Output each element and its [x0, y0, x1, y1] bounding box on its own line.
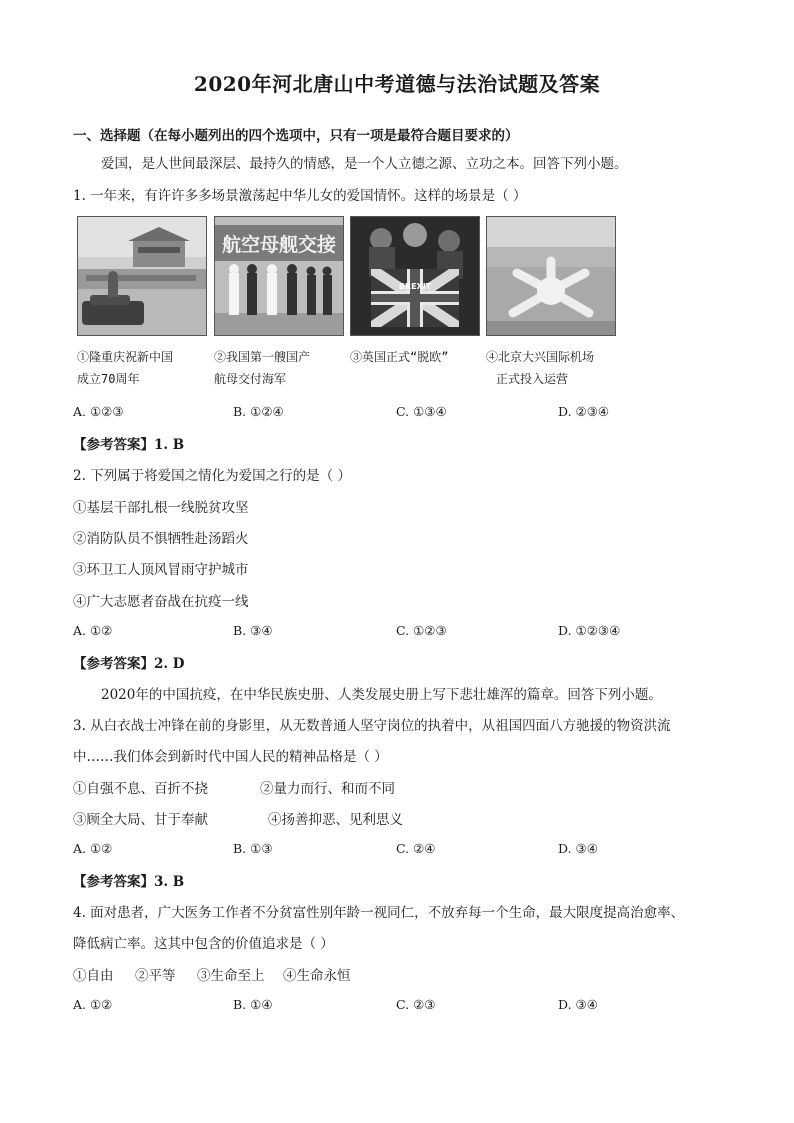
q1-caption-4-line-1: ④北京大兴国际机场: [486, 350, 595, 364]
section-heading: 一、选择题（在每小题列出的四个选项中，只有一项是最符合题目要求的）: [73, 128, 519, 144]
q1-photo-brexit-text: BREXIT: [398, 282, 432, 291]
q3-item-3: ③顾全大局、甘于奉献: [73, 812, 208, 828]
intro-paragraph-1: 爱国，是人世间最深层、最持久的情感，是一个人立德之源、立功之本。回答下列小题。: [101, 156, 628, 172]
q4-item-2: ②平等: [135, 968, 176, 984]
q1-stem: 1. 一年来，有许许多多场景激荡起中华儿女的爱国情怀。这样的场景是（ ）: [73, 188, 527, 204]
q2-option-a: A. ①②: [73, 623, 113, 638]
q4-option-b: B. ①④: [233, 997, 273, 1012]
q1-caption-4: [486, 346, 594, 390]
q1-answer: 【参考答案】1. B: [73, 437, 185, 453]
q3-item-2: ②量力而行、和而不同: [260, 781, 395, 797]
q4-option-c: C. ②③: [396, 997, 436, 1012]
q1-caption-4-line-2: 正式投入运营: [496, 372, 569, 386]
q2-item-1: ①基层干部扎根一线脱贫攻坚: [73, 500, 249, 516]
q2-stem: 2. 下列属于将爱国之情化为爱国之行的是（ ）: [73, 468, 351, 484]
q2-option-d: D. ①②③④: [558, 623, 621, 638]
q1-option-b: B. ①②④: [233, 404, 284, 419]
q1-caption-2: [214, 346, 310, 390]
q3-item-1: ①自强不息、百折不挠: [73, 781, 208, 797]
q1-caption-2-line-2: 航母交付海军: [214, 372, 287, 386]
q3-answer: 【参考答案】3. B: [73, 874, 185, 890]
q4-option-a: A. ①②: [73, 997, 113, 1012]
q4-item-1: ①自由: [73, 968, 114, 984]
q4-stem-line-1: 4. 面对患者，广大医务工作者不分贫富性别年龄一视同仁，不放弃每一个生命，最大限度提高治愈率、: [73, 905, 685, 921]
q4-option-d: D. ③④: [558, 997, 598, 1012]
q3-option-a: A. ①②: [73, 841, 113, 856]
q3-stem-line-2: 中……我们体会到新时代中国人民的精神品格是（ ）: [73, 749, 388, 765]
q4-item-4: ④生命永恒: [283, 968, 351, 984]
q2-option-c: C. ①②③: [396, 623, 447, 638]
q3-option-d: D. ③④: [558, 841, 598, 856]
q2-answer: 【参考答案】2. D: [73, 656, 185, 672]
q1-caption-2-line-1: ②我国第一艘国产: [214, 350, 311, 364]
q3-option-c: C. ②④: [396, 841, 436, 856]
q1-photo-brexit: [350, 216, 480, 336]
q1-photo-carrier-handover: [214, 216, 344, 336]
q3-item-4: ④扬善抑恶、见利思义: [268, 812, 403, 828]
q1-photo-daxing-airport: [486, 216, 616, 336]
q1-option-c: C. ①③④: [396, 404, 447, 419]
q4-item-3: ③生命至上: [197, 968, 265, 984]
q3-stem-line-1: 3. 从白衣战士冲锋在前的身影里，从无数普通人坚守岗位的执着中，从祖国四面八方驰援的物资洪流: [73, 718, 671, 734]
q1-caption-3: [350, 346, 448, 368]
q2-item-4: ④广大志愿者奋战在抗疫一线: [73, 594, 249, 610]
q3-option-b: B. ①③: [233, 841, 273, 856]
page-title: 2020年河北唐山中考道德与法治试题及答案: [193, 72, 601, 96]
q4-stem-line-2: 降低病亡率。这其中包含的价值追求是（ ）: [73, 936, 334, 952]
q1-photo-parade: [77, 216, 207, 336]
q2-item-2: ②消防队员不惧牺牲赴汤蹈火: [73, 531, 249, 547]
q1-caption-3-line-1: ③英国正式“脱欧”: [350, 350, 449, 364]
q2-option-b: B. ③④: [233, 623, 273, 638]
q1-caption-1-line-2: 成立70周年: [77, 372, 140, 386]
q1-option-a: A. ①②③: [73, 404, 124, 419]
q1-caption-1-line-1: ①隆重庆祝新中国: [77, 350, 174, 364]
q2-item-3: ③环卫工人顶风冒雨守护城市: [73, 562, 249, 578]
intro-paragraph-2: 2020年的中国抗疫，在中华民族史册、人类发展史册上写下悲壮雄浑的篇章。回答下列小题。: [101, 687, 662, 703]
q1-option-d: D. ②③④: [558, 404, 610, 419]
q1-caption-1: [77, 346, 173, 390]
q1-photo-banner-text: 航空母舰交接: [221, 234, 337, 256]
